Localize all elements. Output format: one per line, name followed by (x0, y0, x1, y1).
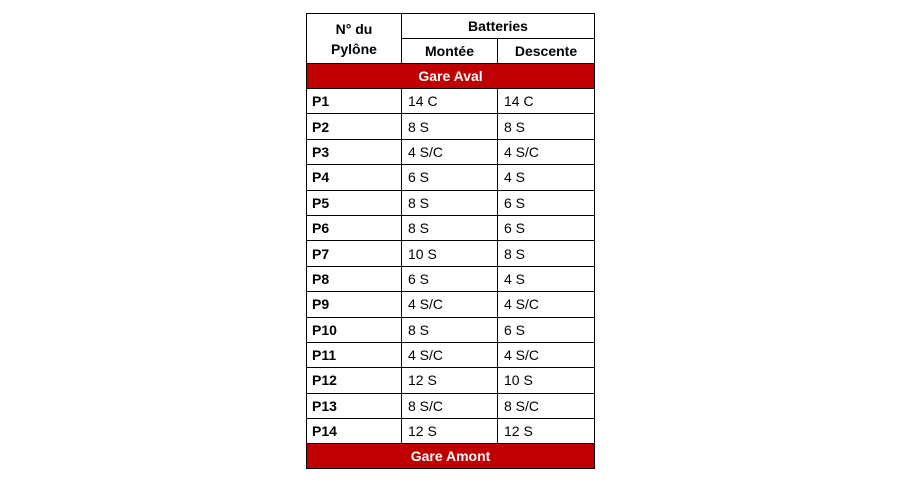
descente-cell: 4 S/C (498, 292, 595, 317)
pylon-cell: P5 (307, 190, 402, 215)
descente-cell: 4 S/C (498, 139, 595, 164)
pylon-cell: P1 (307, 89, 402, 114)
table-row (307, 241, 595, 266)
montee-cell: 8 S (402, 190, 498, 215)
pylon-cell: P7 (307, 241, 402, 266)
montee-cell: 8 S (402, 114, 498, 139)
descente-header: Descente (498, 39, 595, 64)
table-row (307, 393, 595, 418)
table-row (307, 215, 595, 240)
table-row (307, 317, 595, 342)
table-row (307, 266, 595, 291)
descente-cell: 4 S/C (498, 342, 595, 367)
descente-cell: 14 C (498, 89, 595, 114)
table-row (307, 419, 595, 444)
pylon-cell: P3 (307, 139, 402, 164)
table-row (307, 165, 595, 190)
montee-cell: 14 C (402, 89, 498, 114)
descente-cell: 12 S (498, 419, 595, 444)
pylon-cell: P10 (307, 317, 402, 342)
section-gare-amont: Gare Amont (307, 444, 595, 469)
pylon-cell: P9 (307, 292, 402, 317)
descente-cell: 10 S (498, 368, 595, 393)
pylon-cell: P6 (307, 215, 402, 240)
montee-cell: 4 S/C (402, 342, 498, 367)
pylon-header-line2: Pylône (331, 40, 377, 57)
pylon-cell: P8 (307, 266, 402, 291)
batteries-header: Batteries (402, 14, 595, 39)
pylon-cell: P4 (307, 165, 402, 190)
descente-cell: 8 S (498, 241, 595, 266)
montee-cell: 10 S (402, 241, 498, 266)
pylon-batteries-table (306, 13, 595, 469)
table-row (307, 190, 595, 215)
pylon-number-header (307, 14, 402, 64)
montee-cell: 8 S/C (402, 393, 498, 418)
montee-header: Montée (402, 39, 498, 64)
descente-cell: 4 S (498, 165, 595, 190)
montee-cell: 4 S/C (402, 292, 498, 317)
descente-cell: 4 S (498, 266, 595, 291)
pylon-cell: P13 (307, 393, 402, 418)
descente-cell: 8 S/C (498, 393, 595, 418)
montee-cell: 6 S (402, 165, 498, 190)
descente-cell: 6 S (498, 215, 595, 240)
pylon-cell: P2 (307, 114, 402, 139)
descente-cell: 6 S (498, 317, 595, 342)
montee-cell: 8 S (402, 317, 498, 342)
pylon-cell: P11 (307, 342, 402, 367)
pylon-header-line1: N° du (335, 20, 373, 37)
table-row (307, 89, 595, 114)
montee-cell: 8 S (402, 215, 498, 240)
pylon-cell: P14 (307, 419, 402, 444)
section-gare-aval: Gare Aval (307, 64, 595, 89)
table-row (307, 114, 595, 139)
table-row (307, 139, 595, 164)
montee-cell: 12 S (402, 419, 498, 444)
montee-cell: 6 S (402, 266, 498, 291)
montee-cell: 4 S/C (402, 139, 498, 164)
table-row (307, 342, 595, 367)
descente-cell: 6 S (498, 190, 595, 215)
descente-cell: 8 S (498, 114, 595, 139)
montee-cell: 12 S (402, 368, 498, 393)
table-row (307, 368, 595, 393)
pylon-cell: P12 (307, 368, 402, 393)
table-row (307, 292, 595, 317)
